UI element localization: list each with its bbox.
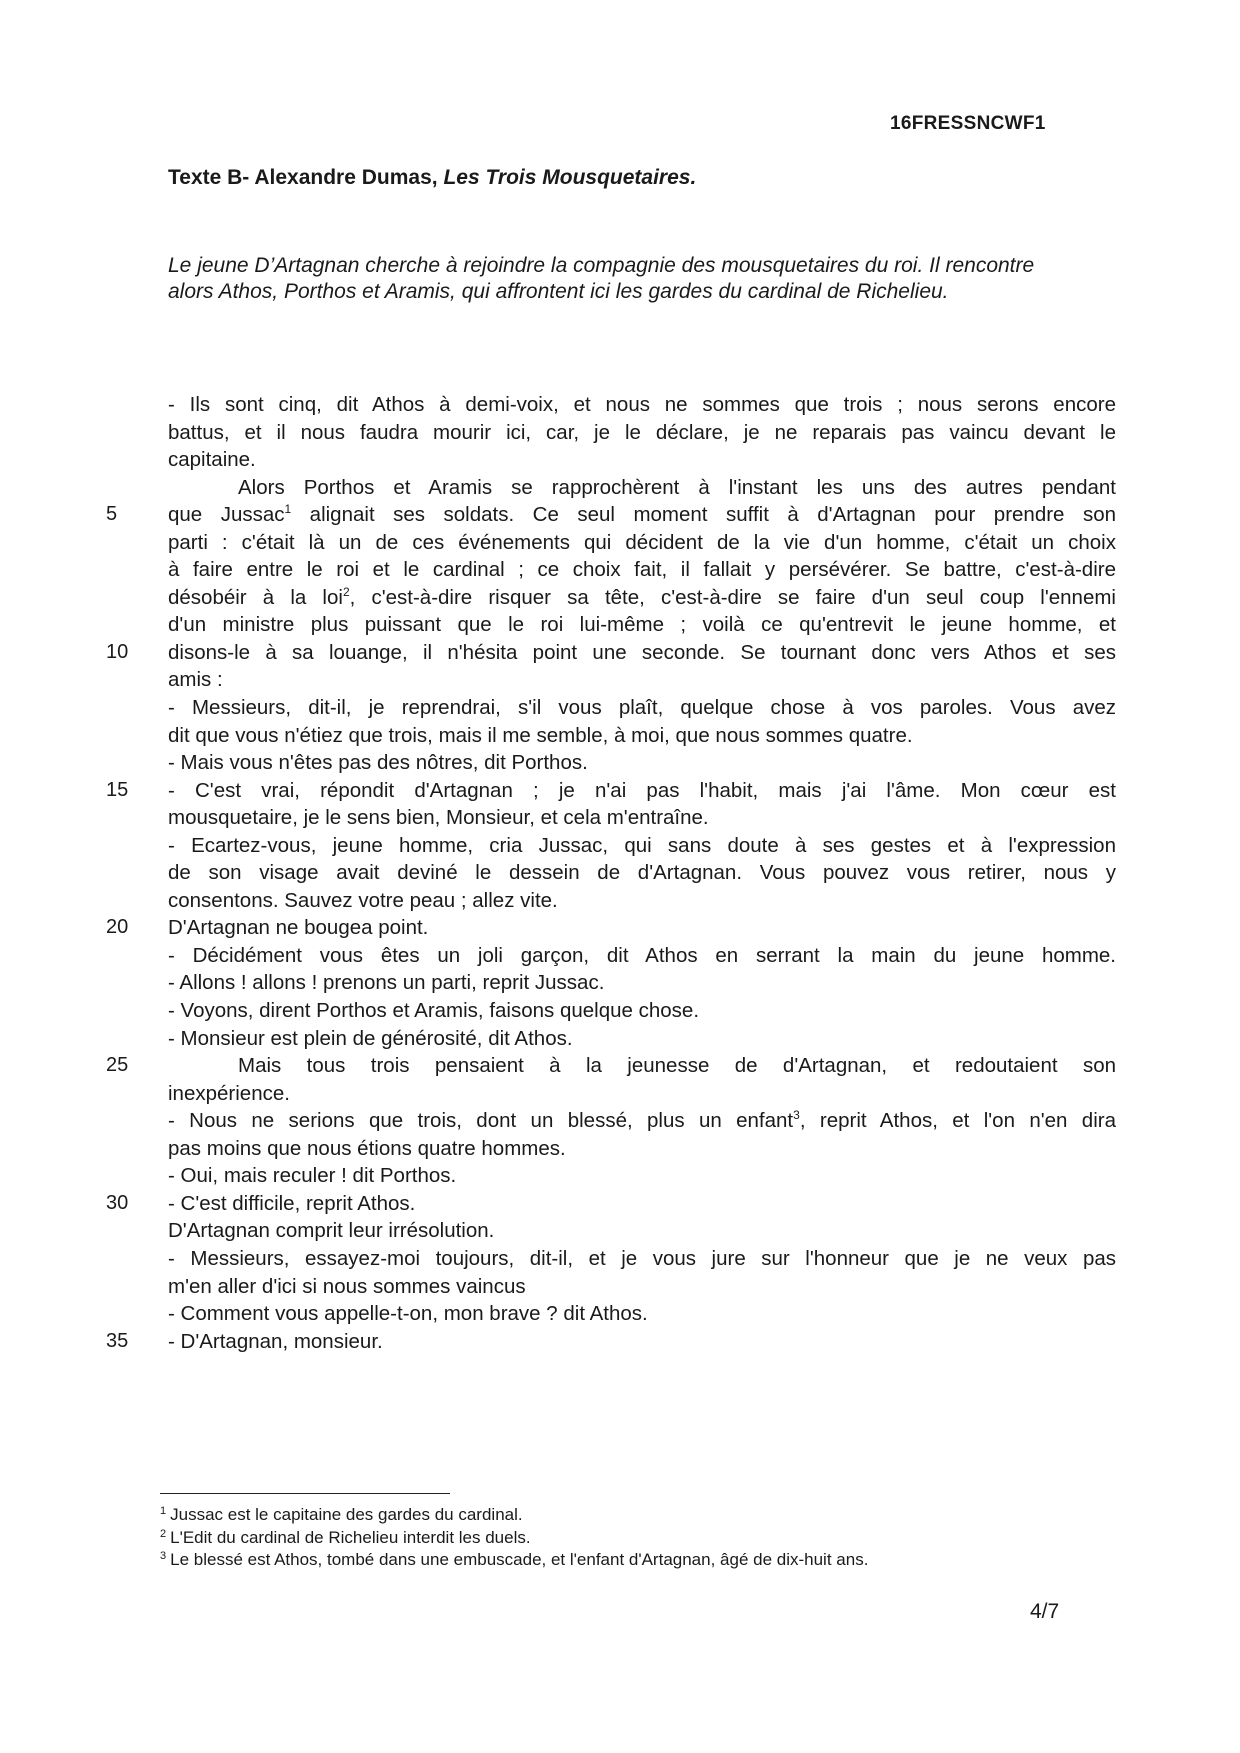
text-line [106, 804, 1116, 832]
text-line [106, 1273, 1116, 1301]
intro-paragraph: Le jeune D’Artagnan cherche à rejoindre la compagnie des mousquetaires du roi. Il rencontre alors Athos, Porthos et Aramis, qui affrontent ici les gardes du cardinal de Richelieu. [168, 254, 1035, 303]
line-text [168, 1025, 1116, 1053]
line-text [168, 639, 1116, 667]
line-number: 30 [106, 1191, 129, 1214]
text-line [106, 474, 1116, 502]
line-text-segment: mousquetaire, je le sens bien, Monsieur, et cela m'entraîne. [168, 806, 709, 830]
line-text-segment: , reprit Athos, et l'on n'en dira [799, 1109, 1116, 1133]
line-text [168, 584, 1116, 612]
line-text-segment: disons-le à sa louange, il n'hésita point une seconde. Se tournant donc vers Athos et ses [168, 640, 1116, 664]
line-text [168, 446, 1116, 474]
text-line [106, 446, 1116, 474]
text-line [106, 1107, 1116, 1135]
line-text [168, 1245, 1116, 1273]
text-line [106, 777, 1116, 805]
text-line [106, 529, 1116, 557]
line-text [168, 942, 1116, 970]
line-text [168, 722, 1116, 750]
line-text [168, 859, 1116, 887]
text-line [106, 556, 1116, 584]
line-text-segment: d'un ministre plus puissant que le roi lui-même ; voilà ce qu'entrevit le jeune homme, et [168, 613, 1116, 637]
line-text [168, 1217, 1116, 1245]
line-text [168, 419, 1116, 447]
line-text-segment: - Monsieur est plein de générosité, dit Athos. [168, 1026, 573, 1050]
line-text-segment: Mais tous trois pensaient à la jeunesse de d'Artagnan, et redoutaient son [238, 1054, 1116, 1078]
text-line [106, 584, 1116, 612]
line-text-segment: - Messieurs, essayez-moi toujours, dit-il, et je vous jure sur l'honneur que je ne veux pas [168, 1246, 1116, 1270]
line-text [168, 1273, 1116, 1301]
text-line [106, 832, 1116, 860]
line-text [168, 887, 1116, 915]
line-text-segment: - Ecartez-vous, jeune homme, cria Jussac, qui sans doute à ses gestes et à l'expression [168, 833, 1116, 857]
text-line [106, 1245, 1116, 1273]
line-number: 5 [106, 503, 118, 526]
text-line [106, 969, 1116, 997]
line-text [168, 1107, 1116, 1135]
text-line [106, 611, 1116, 639]
text-line [106, 1190, 1116, 1218]
footnote-reference: 3 [793, 1108, 800, 1123]
line-text-segment: capitaine. [168, 448, 256, 472]
line-text-segment: de son visage avait deviné le dessein de d'Artagnan. Vous pouvez vous retirer, nous y [168, 861, 1116, 885]
line-text [168, 997, 1116, 1025]
page-number: 4/7 [1030, 1600, 1060, 1623]
line-text [168, 914, 1116, 942]
footnote-text: L'Edit du cardinal de Richelieu interdit les duels. [170, 1527, 531, 1547]
text-line [106, 887, 1116, 915]
footnote-text: Le blessé est Athos, tombé dans une embuscade, et l'enfant d'Artagnan, âgé de dix-huit ans. [170, 1550, 869, 1569]
line-text-segment: amis : [168, 668, 223, 692]
text-line [106, 1300, 1116, 1328]
line-text [168, 391, 1116, 419]
line-text [168, 501, 1116, 529]
line-text [168, 666, 1116, 694]
text-line [106, 914, 1116, 942]
line-text-segment: - Comment vous appelle-t-on, mon brave ? dit Athos. [168, 1302, 648, 1326]
passage-lines [106, 391, 1116, 1355]
line-text-segment: pas moins que nous étions quatre hommes. [168, 1136, 566, 1160]
line-text-segment: - C'est difficile, reprit Athos. [168, 1191, 416, 1215]
title-author: Texte B- Alexandre Dumas, [168, 166, 438, 189]
line-text [168, 1135, 1116, 1163]
line-text [168, 1190, 1116, 1218]
line-text-segment: inexpérience. [168, 1081, 290, 1105]
line-text-segment: - Messieurs, dit-il, je reprendrai, s'il vous plaît, quelque chose à vos paroles. Vous avez [168, 696, 1116, 720]
line-text [168, 749, 1116, 777]
line-text-segment: dit que vous n'étiez que trois, mais il me semble, à moi, que nous sommes quatre. [168, 723, 913, 747]
text-line [106, 1080, 1116, 1108]
footnote [160, 1527, 1060, 1550]
line-text-segment: parti : c'était là un de ces événements qui décident de la vie d'un homme, c'était un choix [168, 530, 1116, 554]
text-line [106, 1052, 1116, 1080]
line-text [168, 556, 1116, 584]
line-text [168, 1300, 1116, 1328]
line-text [168, 694, 1116, 722]
text-line [106, 1162, 1116, 1190]
text-line [106, 997, 1116, 1025]
text-title [168, 166, 696, 190]
text-line [106, 419, 1116, 447]
text-line [106, 942, 1116, 970]
footnote-mark: 3 [160, 1550, 167, 1562]
line-number: 15 [106, 778, 129, 801]
line-number: 20 [106, 916, 129, 939]
text-line [106, 639, 1116, 667]
line-text-segment: - C'est vrai, répondit d'Artagnan ; je n'ai pas l'habit, mais j'ai l'âme. Mon cœur est [168, 778, 1116, 802]
line-text [168, 969, 1116, 997]
footnote-mark: 1 [160, 1505, 167, 1517]
line-text [168, 611, 1116, 639]
line-text-segment: désobéir à la loi [168, 585, 343, 609]
text-line [106, 749, 1116, 777]
footnotes [160, 1504, 1060, 1572]
footnote [160, 1549, 1060, 1572]
text-line [106, 1328, 1116, 1356]
line-text [168, 832, 1116, 860]
document-code: 16FRESSNCWF1 [890, 113, 1046, 134]
line-number: 35 [106, 1329, 129, 1352]
line-text-segment: , c'est-à-dire risquer sa tête, c'est-à-dire se faire d'un seul coup l'ennemi [349, 585, 1116, 609]
text-line [106, 1217, 1116, 1245]
text-line [106, 694, 1116, 722]
text-line [106, 501, 1116, 529]
line-number: 10 [106, 640, 129, 663]
footnote-reference: 2 [342, 584, 350, 599]
line-text-segment: Alors Porthos et Aramis se rapprochèrent à l'instant les uns des autres pendant [238, 475, 1116, 499]
text-line [106, 1025, 1116, 1053]
text-line [106, 722, 1116, 750]
footnote-mark: 2 [160, 1527, 167, 1540]
line-text [168, 1052, 1116, 1080]
line-text-segment: - Mais vous n'êtes pas des nôtres, dit Porthos. [168, 751, 588, 775]
line-text [168, 777, 1116, 805]
line-text-segment: - Allons ! allons ! prenons un parti, reprit Jussac. [168, 971, 605, 995]
footnote-separator [160, 1493, 450, 1494]
line-text-segment: D'Artagnan comprit leur irrésolution. [168, 1219, 495, 1243]
footnote [160, 1504, 1060, 1527]
line-text-segment: - Décidément vous êtes un joli garçon, dit Athos en serrant la main du jeune homme. [168, 943, 1116, 967]
text-line [106, 859, 1116, 887]
line-text-segment: m'en aller d'ici si nous sommes vaincus [168, 1274, 526, 1298]
footnote-text: Jussac est le capitaine des gardes du cardinal. [170, 1505, 523, 1524]
title-work: Les Trois Mousquetaires. [443, 166, 697, 189]
line-text-segment: à faire entre le roi et le cardinal ; ce choix fait, il fallait y persévérer. Se battre, c'est-à-dire [168, 558, 1116, 582]
text-line [106, 391, 1116, 419]
line-text [168, 474, 1116, 502]
line-text-segment: consentons. Sauvez votre peau ; allez vite. [168, 888, 558, 912]
line-text-segment: - D'Artagnan, monsieur. [168, 1329, 383, 1353]
line-text [168, 529, 1116, 557]
line-text [168, 1162, 1116, 1190]
line-text-segment: alignait ses soldats. Ce seul moment suffit à d'Artagnan pour prendre son [291, 503, 1116, 527]
line-text [168, 804, 1116, 832]
line-text-segment: - Nous ne serions que trois, dont un blessé, plus un enfant [168, 1109, 794, 1133]
line-text-segment: - Oui, mais reculer ! dit Porthos. [168, 1164, 457, 1188]
line-text-segment: que Jussac [168, 503, 285, 527]
line-text-segment: - Ils sont cinq, dit Athos à demi-voix, et nous ne sommes que trois ; nous serons encore [168, 393, 1116, 416]
line-text-segment: - Voyons, dirent Porthos et Aramis, faisons quelque chose. [168, 999, 700, 1023]
line-text [168, 1080, 1116, 1108]
line-text-segment: D'Artagnan ne bougea point. [168, 916, 429, 940]
text-line [106, 666, 1116, 694]
footnote-reference: 1 [284, 502, 292, 517]
line-text [168, 1328, 1116, 1356]
text-line [106, 1135, 1116, 1163]
line-text-segment: battus, et il nous faudra mourir ici, car, je le déclare, je ne reparais pas vaincu devant le [168, 420, 1116, 444]
line-number: 25 [106, 1054, 129, 1077]
